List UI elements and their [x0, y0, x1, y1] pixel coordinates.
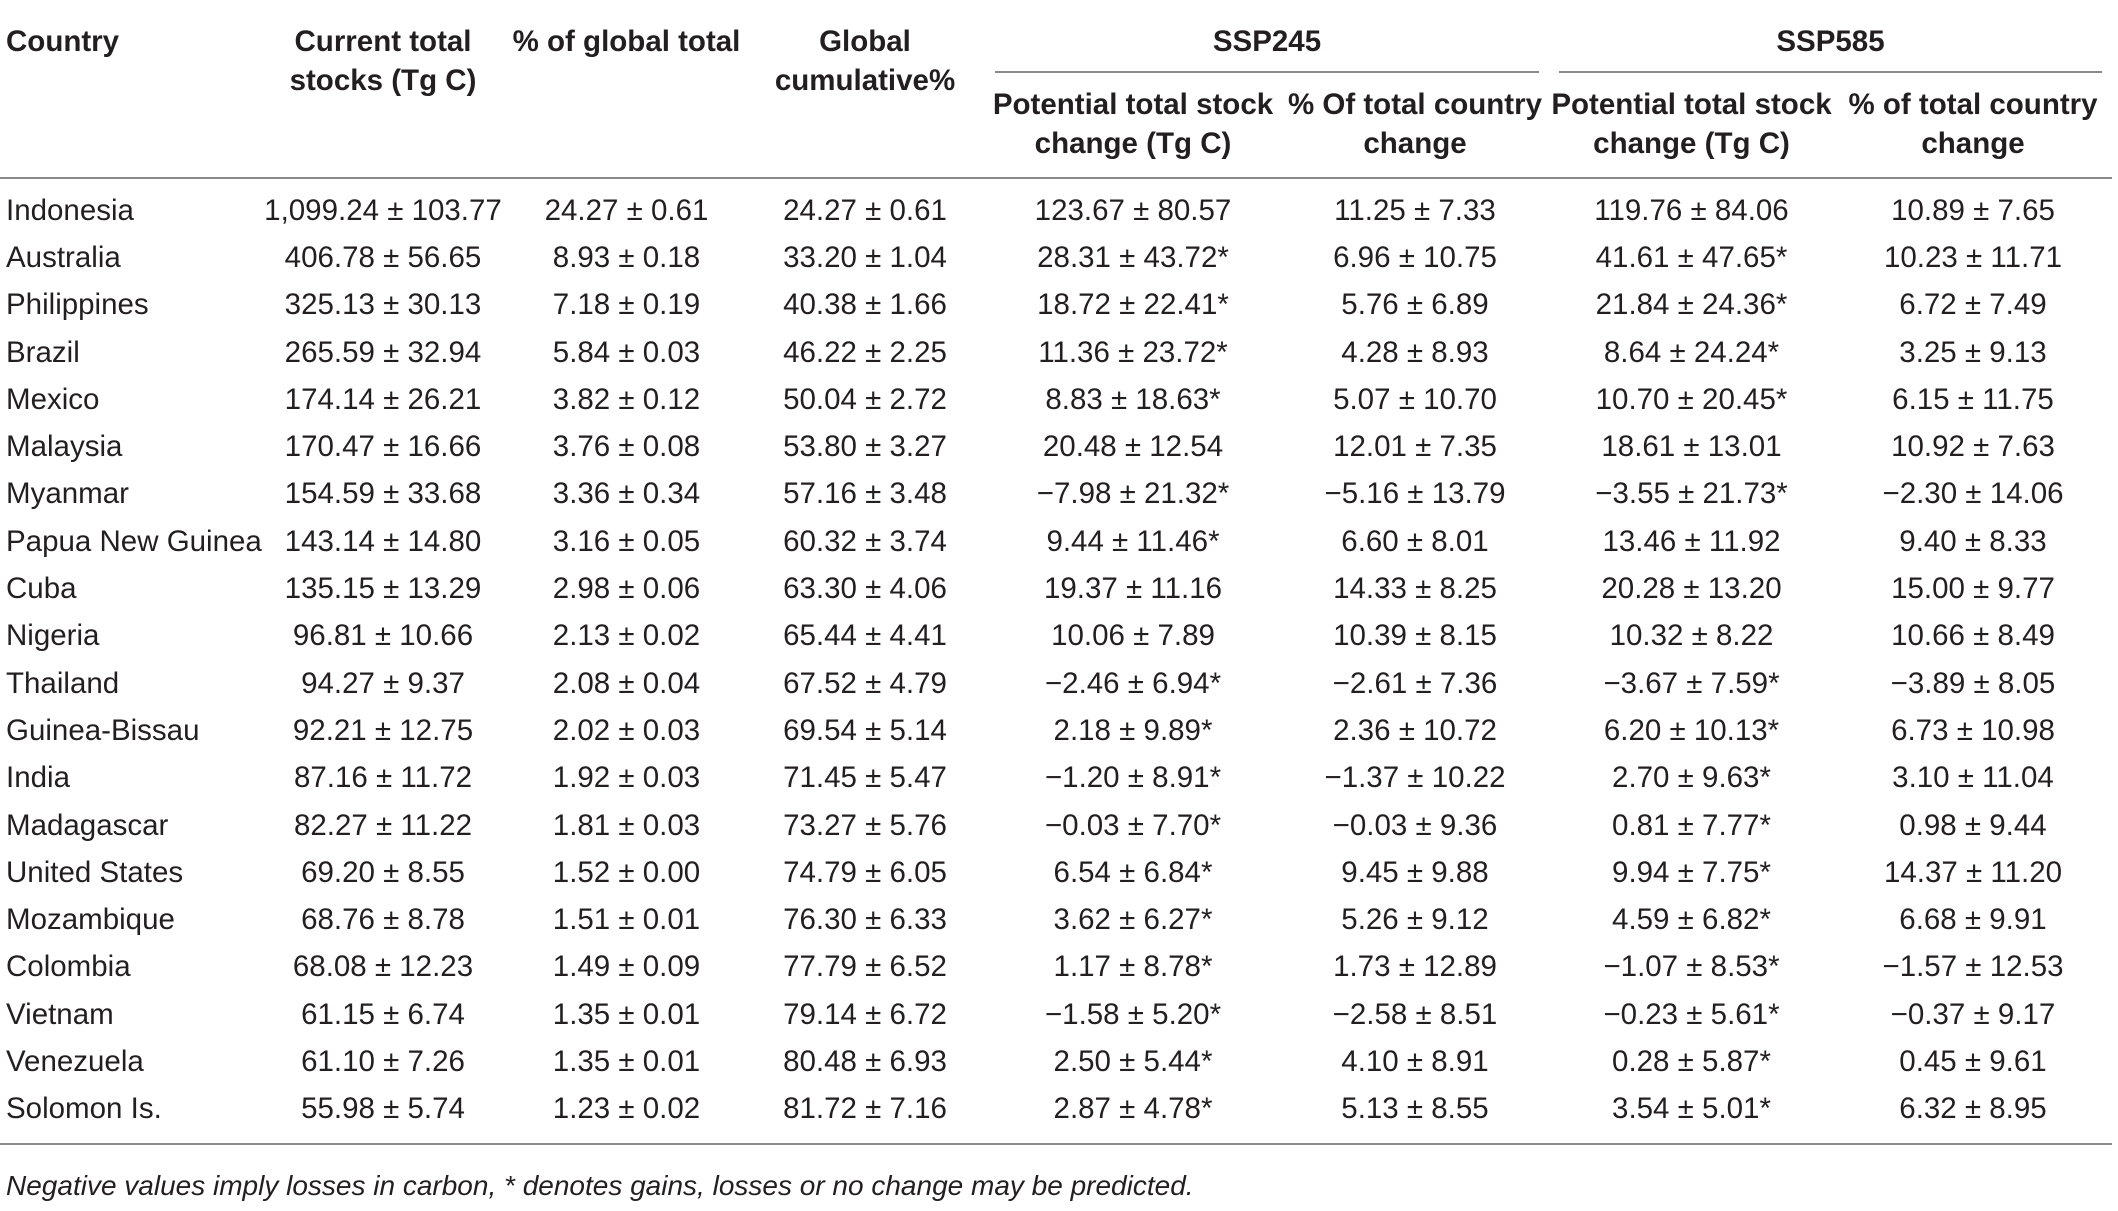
ssp585-pct-country-cell: −1.57 ± 12.53	[1882, 950, 2064, 984]
header-ssp585-potential-change: Potential total stock change (Tg C)	[1551, 88, 1832, 160]
ssp245-pct-country-cell: 4.10 ± 8.91	[1341, 1044, 1489, 1078]
ssp585-potential-cell: 41.61 ± 47.65*	[1595, 240, 1788, 274]
global-cumulative-cell: 60.32 ± 3.74	[783, 524, 947, 558]
table-row	[0, 282, 2112, 329]
global-cumulative-cell: 79.14 ± 6.72	[783, 997, 947, 1031]
table-row	[0, 376, 2112, 423]
ssp585-pct-country-cell: 6.15 ± 11.75	[1892, 382, 2054, 416]
pct-global-cell: 1.92 ± 0.03	[552, 761, 701, 795]
ssp245-pct-country-cell: 9.45 ± 9.88	[1341, 855, 1489, 889]
ssp245-pct-country-cell: 1.73 ± 12.89	[1333, 950, 1497, 984]
ssp245-potential-cell: −1.58 ± 5.20*	[1044, 997, 1222, 1031]
current-stocks-cell: 69.20 ± 8.55	[301, 855, 465, 889]
ssp245-pct-country-cell: −1.37 ± 10.22	[1324, 761, 1506, 795]
ssp245-pct-country-cell: 11.25 ± 7.33	[1334, 193, 1496, 227]
table-row	[0, 849, 2112, 896]
pct-global-cell: 2.08 ± 0.04	[552, 666, 701, 700]
global-cumulative-cell: 67.52 ± 4.79	[783, 666, 947, 700]
pct-global-cell: 2.98 ± 0.06	[552, 572, 701, 606]
table-row	[0, 329, 2112, 376]
ssp585-potential-cell: 18.61 ± 13.01	[1601, 430, 1782, 464]
ssp585-pct-country-cell: 6.72 ± 7.49	[1899, 288, 2047, 322]
ssp585-potential-cell: 6.20 ± 10.13*	[1603, 713, 1780, 747]
global-cumulative-cell: 53.80 ± 3.27	[783, 430, 947, 464]
header-row-top	[0, 14, 2112, 85]
ssp585-pct-country-cell: 14.37 ± 11.20	[1883, 855, 2063, 889]
carbon-stocks-table	[0, 14, 2112, 1145]
ssp585-pct-country-cell: 3.10 ± 11.04	[1892, 761, 2054, 795]
global-cumulative-cell: 57.16 ± 3.48	[783, 477, 947, 511]
global-cumulative-cell: 50.04 ± 2.72	[783, 382, 947, 416]
ssp245-potential-cell: 2.50 ± 5.44*	[1053, 1044, 1213, 1078]
global-cumulative-cell: 24.27 ± 0.61	[783, 193, 947, 227]
country-cell: Nigeria	[6, 619, 100, 653]
pct-global-cell: 3.76 ± 0.08	[552, 430, 701, 464]
table-row	[0, 565, 2112, 612]
ssp585-pct-country-cell: 10.23 ± 11.71	[1883, 240, 2063, 274]
ssp245-pct-country-cell: 14.33 ± 8.25	[1333, 572, 1497, 606]
header-global-cumulative: Global cumulative%	[774, 25, 956, 97]
current-stocks-cell: 143.14 ± 14.80	[284, 524, 482, 558]
ssp585-potential-cell: 8.64 ± 24.24*	[1603, 335, 1780, 369]
pct-global-cell: 24.27 ± 0.61	[544, 193, 709, 227]
current-stocks-cell: 96.81 ± 10.66	[292, 619, 474, 653]
pct-global-cell: 2.13 ± 0.02	[552, 619, 701, 653]
ssp585-potential-cell: 3.54 ± 5.01*	[1612, 1092, 1771, 1126]
current-stocks-cell: 92.21 ± 12.75	[292, 713, 474, 747]
current-stocks-cell: 135.15 ± 13.29	[284, 572, 482, 606]
ssp245-pct-country-cell: 5.13 ± 8.55	[1341, 1092, 1489, 1126]
ssp245-pct-country-cell: 10.39 ± 8.15	[1333, 619, 1497, 653]
current-stocks-cell: 68.76 ± 8.78	[301, 903, 465, 937]
table-row	[0, 660, 2112, 707]
current-stocks-cell: 170.47 ± 16.66	[284, 430, 482, 464]
header-ssp245-potential-change: Potential total stock change (Tg C)	[992, 88, 1274, 160]
ssp245-potential-cell: 11.36 ± 23.72*	[1038, 335, 1228, 369]
current-stocks-cell: 61.15 ± 6.74	[301, 997, 465, 1031]
table-footnote: Negative values imply losses in carbon, * denotes gains, losses or no change may be predicted.	[6, 1170, 1194, 1201]
global-cumulative-cell: 63.30 ± 4.06	[783, 572, 947, 606]
header-group-ssp585	[1549, 14, 2112, 85]
ssp585-potential-cell: 0.28 ± 5.87*	[1612, 1044, 1771, 1078]
ssp585-potential-cell: 0.81 ± 7.77*	[1612, 808, 1771, 842]
ssp585-potential-cell: 10.32 ± 8.22	[1609, 619, 1774, 653]
ssp245-pct-country-cell: 4.28 ± 8.93	[1341, 335, 1489, 369]
pct-global-cell: 5.84 ± 0.03	[552, 335, 701, 369]
ssp245-pct-country-cell: −2.61 ± 7.36	[1332, 666, 1498, 700]
header-current-total-stocks: Current total stocks (Tg C)	[289, 25, 477, 97]
country-cell: Mexico	[6, 382, 100, 416]
ssp585-potential-cell: 10.70 ± 20.45*	[1595, 382, 1788, 416]
global-cumulative-cell: 76.30 ± 6.33	[783, 903, 947, 937]
ssp585-potential-cell: −3.67 ± 7.59*	[1603, 666, 1780, 700]
table-row	[0, 707, 2112, 754]
ssp245-potential-cell: 10.06 ± 7.89	[1051, 619, 1215, 653]
table-row	[0, 613, 2112, 660]
country-cell: Guinea-Bissau	[6, 713, 200, 747]
table-row	[0, 178, 2112, 234]
header-pct-global-total: % of global total	[512, 25, 741, 58]
pct-global-cell: 2.02 ± 0.03	[552, 713, 701, 747]
country-cell: Thailand	[6, 666, 120, 700]
current-stocks-cell: 87.16 ± 11.72	[293, 761, 473, 795]
current-stocks-cell: 265.59 ± 32.94	[284, 335, 482, 369]
pct-global-cell: 1.35 ± 0.01	[552, 997, 701, 1031]
ssp245-potential-cell: −2.46 ± 6.94*	[1044, 666, 1222, 700]
current-stocks-cell: 406.78 ± 56.65	[284, 240, 482, 274]
pct-global-cell: 1.35 ± 0.01	[552, 1044, 701, 1078]
ssp245-potential-cell: 1.17 ± 8.78*	[1053, 950, 1213, 984]
ssp245-potential-cell: 6.54 ± 6.84*	[1053, 855, 1213, 889]
ssp585-pct-country-cell: −2.30 ± 14.06	[1882, 477, 2064, 511]
table-header	[0, 14, 2112, 178]
pct-global-cell: 1.51 ± 0.01	[552, 903, 701, 937]
pct-global-cell: 3.16 ± 0.05	[552, 524, 701, 558]
country-cell: Mozambique	[6, 903, 175, 937]
current-stocks-cell: 154.59 ± 33.68	[284, 477, 482, 511]
ssp245-pct-country-cell: −0.03 ± 9.36	[1332, 808, 1498, 842]
global-cumulative-cell: 77.79 ± 6.52	[783, 950, 947, 984]
country-cell: Malaysia	[6, 430, 123, 464]
ssp585-pct-country-cell: 10.89 ± 7.65	[1891, 193, 2055, 227]
global-cumulative-cell: 81.72 ± 7.16	[783, 1092, 947, 1126]
country-cell: Brazil	[6, 335, 80, 369]
ssp585-potential-cell: −3.55 ± 21.73*	[1595, 477, 1788, 511]
pct-global-cell: 1.23 ± 0.02	[552, 1092, 701, 1126]
ssp245-potential-cell: −1.20 ± 8.91*	[1044, 761, 1222, 795]
table-row	[0, 755, 2112, 802]
header-group-ssp245	[985, 14, 1549, 85]
country-cell: Vietnam	[6, 997, 114, 1031]
country-cell: Colombia	[6, 950, 131, 984]
ssp245-pct-country-cell: 5.76 ± 6.89	[1341, 288, 1489, 322]
ssp585-pct-country-cell: 15.00 ± 9.77	[1891, 572, 2055, 606]
pct-global-cell: 1.52 ± 0.00	[552, 855, 701, 889]
ssp585-pct-country-cell: 6.68 ± 9.91	[1899, 903, 2047, 937]
table-row	[0, 802, 2112, 849]
header-ssp585-pct-country-change: % of total country change	[1848, 88, 2098, 160]
ssp585-pct-country-cell: 10.66 ± 8.49	[1891, 619, 2055, 653]
pct-global-cell: 3.82 ± 0.12	[552, 382, 701, 416]
ssp585-potential-cell: 4.59 ± 6.82*	[1612, 903, 1771, 937]
ssp245-potential-cell: −7.98 ± 21.32*	[1036, 477, 1230, 511]
country-cell: United States	[6, 855, 184, 889]
ssp585-pct-country-cell: 6.32 ± 8.95	[1899, 1092, 2047, 1126]
ssp245-potential-cell: 18.72 ± 22.41*	[1037, 288, 1229, 322]
country-cell: Cuba	[6, 572, 77, 606]
pct-global-cell: 3.36 ± 0.34	[552, 477, 701, 511]
ssp245-pct-country-cell: 5.26 ± 9.12	[1341, 903, 1489, 937]
table-row	[0, 944, 2112, 991]
global-cumulative-cell: 65.44 ± 4.41	[783, 619, 947, 653]
country-cell: Myanmar	[6, 477, 129, 511]
table-row	[0, 896, 2112, 943]
global-cumulative-cell: 40.38 ± 1.66	[783, 288, 947, 322]
ssp585-pct-country-cell: 0.45 ± 9.61	[1899, 1044, 2047, 1078]
ssp585-potential-cell: 2.70 ± 9.63*	[1612, 761, 1771, 795]
header-ssp245-rule	[995, 71, 1539, 73]
ssp245-potential-cell: −0.03 ± 7.70*	[1044, 808, 1222, 842]
table-row	[0, 1038, 2112, 1085]
table-row	[0, 234, 2112, 281]
pct-global-cell: 7.18 ± 0.19	[552, 288, 701, 322]
current-stocks-cell: 68.08 ± 12.23	[292, 950, 474, 984]
ssp245-potential-cell: 2.87 ± 4.78*	[1053, 1092, 1213, 1126]
ssp245-pct-country-cell: 2.36 ± 10.72	[1333, 713, 1497, 747]
country-cell: Solomon Is.	[6, 1092, 162, 1126]
global-cumulative-cell: 33.20 ± 1.04	[783, 240, 947, 274]
ssp585-pct-country-cell: −0.37 ± 9.17	[1890, 997, 2056, 1031]
ssp585-potential-cell: 20.28 ± 13.20	[1601, 572, 1782, 606]
ssp585-potential-cell: 119.76 ± 84.06	[1594, 193, 1789, 227]
ssp585-pct-country-cell: 0.98 ± 9.44	[1899, 808, 2047, 842]
ssp585-potential-cell: 13.46 ± 11.92	[1602, 524, 1781, 558]
global-cumulative-cell: 71.45 ± 5.47	[783, 761, 947, 795]
table-row	[0, 1086, 2112, 1144]
ssp245-pct-country-cell: −2.58 ± 8.51	[1332, 997, 1498, 1031]
ssp585-potential-cell: 9.94 ± 7.75*	[1612, 855, 1771, 889]
global-cumulative-cell: 69.54 ± 5.14	[783, 713, 947, 747]
table-row	[0, 991, 2112, 1038]
ssp585-potential-cell: −0.23 ± 5.61*	[1603, 997, 1780, 1031]
ssp245-potential-cell: 123.67 ± 80.57	[1034, 193, 1232, 227]
global-cumulative-cell: 73.27 ± 5.76	[783, 808, 947, 842]
pct-global-cell: 8.93 ± 0.18	[552, 240, 701, 274]
table-row	[0, 471, 2112, 518]
ssp245-potential-cell: 2.18 ± 9.89*	[1053, 713, 1213, 747]
country-cell: Australia	[6, 240, 121, 274]
ssp245-potential-cell: 3.62 ± 6.27*	[1053, 903, 1213, 937]
country-cell: Indonesia	[6, 193, 134, 227]
header-ssp585-label: SSP585	[1776, 25, 1885, 58]
global-cumulative-cell: 80.48 ± 6.93	[783, 1044, 947, 1078]
ssp585-potential-cell: 21.84 ± 24.36*	[1595, 288, 1788, 322]
ssp245-potential-cell: 28.31 ± 43.72*	[1037, 240, 1229, 274]
ssp245-pct-country-cell: −5.16 ± 13.79	[1324, 477, 1506, 511]
ssp245-pct-country-cell: 6.96 ± 10.75	[1333, 240, 1497, 274]
ssp585-pct-country-cell: 9.40 ± 8.33	[1899, 524, 2047, 558]
current-stocks-cell: 174.14 ± 26.21	[284, 382, 482, 416]
ssp245-pct-country-cell: 6.60 ± 8.01	[1341, 524, 1489, 558]
ssp585-pct-country-cell: 10.92 ± 7.63	[1891, 430, 2055, 464]
ssp245-potential-cell: 9.44 ± 11.46*	[1046, 524, 1220, 558]
ssp585-pct-country-cell: 6.73 ± 10.98	[1891, 713, 2055, 747]
ssp585-potential-cell: −1.07 ± 8.53*	[1603, 950, 1780, 984]
table-row	[0, 423, 2112, 470]
current-stocks-cell: 94.27 ± 9.37	[301, 666, 465, 700]
global-cumulative-cell: 74.79 ± 6.05	[783, 855, 947, 889]
current-stocks-cell: 325.13 ± 30.13	[284, 288, 482, 322]
country-cell: Madagascar	[6, 808, 169, 842]
current-stocks-cell: 82.27 ± 11.22	[293, 808, 473, 842]
header-ssp245-pct-country-change: % Of total country change	[1287, 88, 1543, 160]
country-cell: Venezuela	[6, 1044, 144, 1078]
table-body	[0, 178, 2112, 1144]
ssp245-potential-cell: 19.37 ± 11.16	[1043, 572, 1223, 606]
header-country: Country	[6, 25, 120, 58]
ssp245-potential-cell: 8.83 ± 18.63*	[1045, 382, 1221, 416]
global-cumulative-cell: 46.22 ± 2.25	[783, 335, 947, 369]
current-stocks-cell: 55.98 ± 5.74	[301, 1092, 465, 1126]
pct-global-cell: 1.49 ± 0.09	[552, 950, 701, 984]
country-cell: Papua New Guinea	[6, 524, 262, 558]
header-ssp585-rule	[1559, 71, 2102, 73]
ssp245-potential-cell: 20.48 ± 12.54	[1042, 430, 1224, 464]
ssp585-pct-country-cell: 3.25 ± 9.13	[1899, 335, 2047, 369]
header-ssp245-label: SSP245	[1212, 25, 1322, 58]
ssp245-pct-country-cell: 5.07 ± 10.70	[1333, 382, 1497, 416]
current-stocks-cell: 61.10 ± 7.26	[301, 1044, 465, 1078]
country-cell: Philippines	[6, 288, 149, 322]
ssp585-pct-country-cell: −3.89 ± 8.05	[1890, 666, 2056, 700]
ssp245-pct-country-cell: 12.01 ± 7.35	[1333, 430, 1497, 464]
current-stocks-cell: 1,099.24 ± 103.77	[264, 193, 502, 227]
pct-global-cell: 1.81 ± 0.03	[552, 808, 701, 842]
country-cell: India	[6, 761, 70, 795]
table-row	[0, 518, 2112, 565]
